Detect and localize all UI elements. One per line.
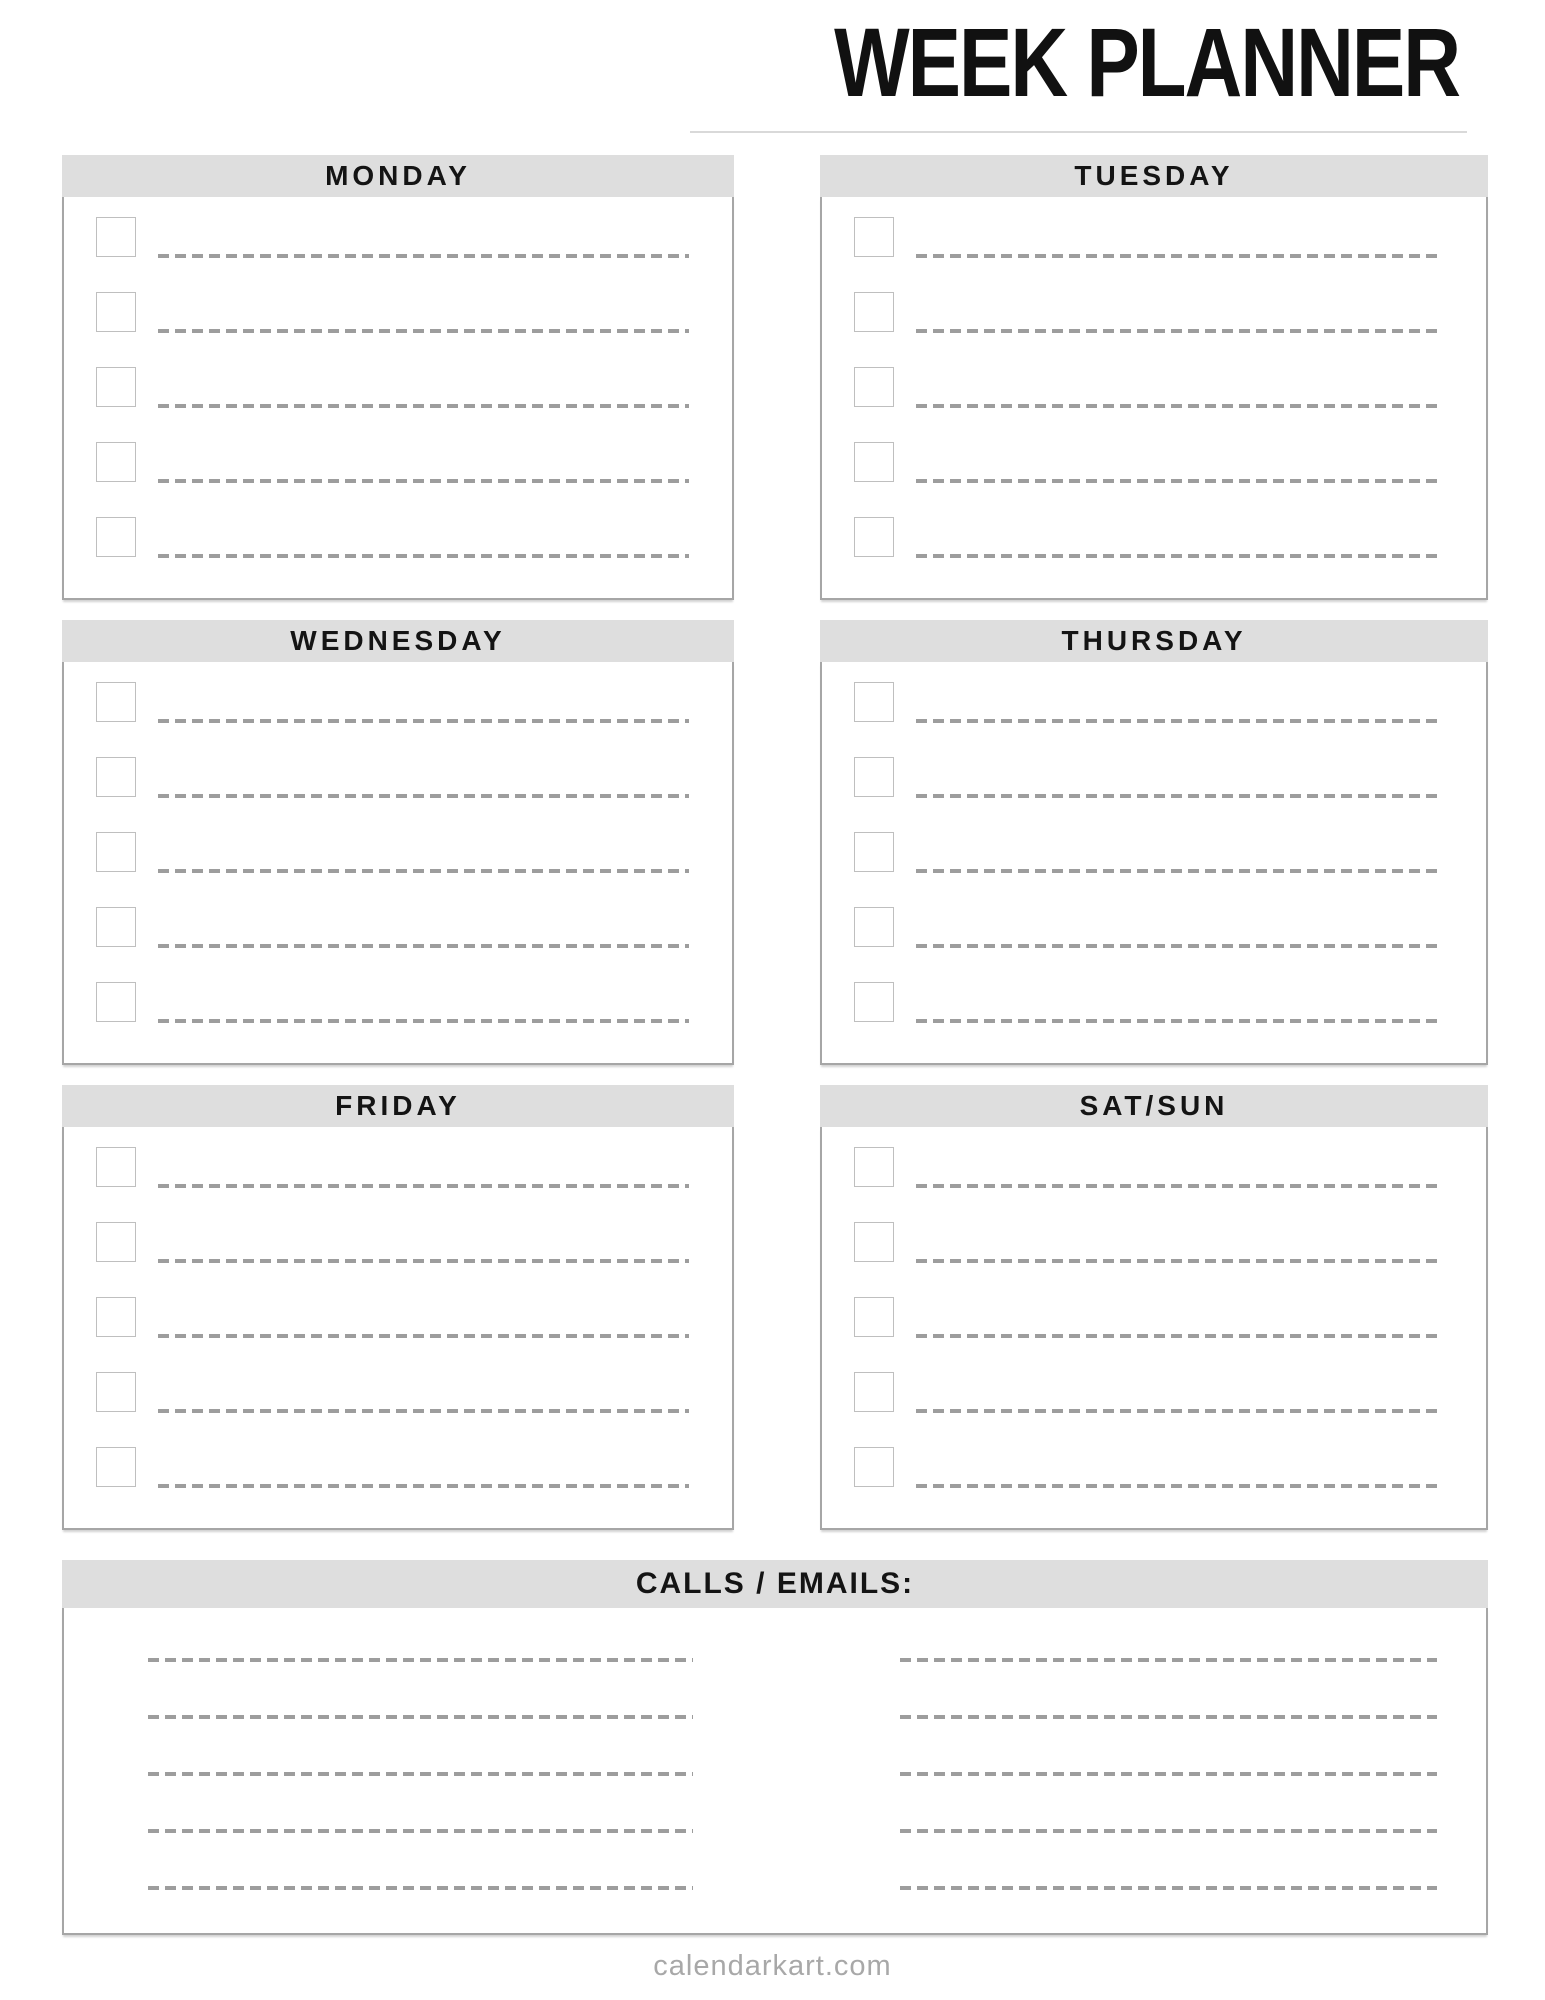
task-write-in-line[interactable]	[158, 719, 689, 723]
calls-write-in-line[interactable]	[148, 1772, 693, 1776]
day-task-list	[820, 1127, 1488, 1530]
task-row	[96, 1297, 689, 1372]
calls-write-in-line[interactable]	[900, 1658, 1437, 1662]
calls-emails-label: CALLS / EMAILS:	[635, 1567, 915, 1600]
calls-column	[900, 1658, 1437, 1943]
day-header	[820, 620, 1488, 662]
calls-write-in-line[interactable]	[148, 1829, 693, 1833]
task-row	[854, 907, 1443, 982]
task-checkbox[interactable]	[854, 682, 894, 722]
task-write-in-line[interactable]	[916, 554, 1443, 558]
task-write-in-line[interactable]	[916, 1259, 1443, 1263]
calls-write-in-line[interactable]	[148, 1715, 693, 1719]
task-checkbox[interactable]	[96, 1447, 136, 1487]
day-label: WEDNESDAY	[290, 625, 506, 656]
day-label: FRIDAY	[335, 1090, 461, 1121]
task-row	[854, 1372, 1443, 1447]
task-row	[854, 982, 1443, 1057]
task-write-in-line[interactable]	[916, 1409, 1443, 1413]
calls-write-in-line[interactable]	[900, 1715, 1437, 1719]
task-checkbox[interactable]	[854, 292, 894, 332]
task-checkbox[interactable]	[854, 982, 894, 1022]
task-checkbox[interactable]	[96, 292, 136, 332]
task-row	[96, 832, 689, 907]
task-checkbox[interactable]	[854, 1297, 894, 1337]
task-write-in-line[interactable]	[916, 1484, 1443, 1488]
task-row	[854, 682, 1443, 757]
task-checkbox[interactable]	[96, 217, 136, 257]
task-row	[854, 517, 1443, 592]
day-header	[820, 1085, 1488, 1127]
task-row	[96, 217, 689, 292]
task-row	[96, 1372, 689, 1447]
task-checkbox[interactable]	[854, 757, 894, 797]
task-write-in-line[interactable]	[916, 329, 1443, 333]
day-task-list	[62, 662, 734, 1065]
task-write-in-line[interactable]	[158, 1334, 689, 1338]
task-row	[96, 367, 689, 442]
task-write-in-line[interactable]	[158, 329, 689, 333]
task-row	[854, 757, 1443, 832]
task-row	[96, 757, 689, 832]
task-checkbox[interactable]	[854, 1372, 894, 1412]
task-checkbox[interactable]	[854, 1147, 894, 1187]
calls-write-in-line[interactable]	[148, 1886, 693, 1890]
day-header	[62, 620, 734, 662]
task-write-in-line[interactable]	[916, 944, 1443, 948]
day-task-list	[62, 197, 734, 600]
day-task-list	[820, 662, 1488, 1065]
day-label: MONDAY	[325, 160, 471, 191]
task-checkbox[interactable]	[854, 907, 894, 947]
task-write-in-line[interactable]	[158, 869, 689, 873]
task-write-in-line[interactable]	[158, 254, 689, 258]
task-checkbox[interactable]	[854, 517, 894, 557]
task-write-in-line[interactable]	[916, 254, 1443, 258]
calls-write-in-line[interactable]	[148, 1658, 693, 1662]
calls-write-in-line[interactable]	[900, 1829, 1437, 1833]
day-box-monday	[62, 155, 734, 600]
task-row	[854, 367, 1443, 442]
footer-website: calendarkart.com	[653, 1950, 892, 1982]
task-checkbox[interactable]	[96, 442, 136, 482]
day-box-friday	[62, 1085, 734, 1530]
task-checkbox[interactable]	[96, 982, 136, 1022]
task-checkbox[interactable]	[854, 217, 894, 257]
task-checkbox[interactable]	[96, 1372, 136, 1412]
task-row	[854, 292, 1443, 367]
task-row	[854, 1297, 1443, 1372]
task-write-in-line[interactable]	[158, 1184, 689, 1188]
task-write-in-line[interactable]	[916, 1184, 1443, 1188]
day-header	[62, 1085, 734, 1127]
day-label: SAT/SUN	[1079, 1090, 1229, 1121]
task-write-in-line[interactable]	[158, 1484, 689, 1488]
task-row	[96, 682, 689, 757]
task-checkbox[interactable]	[854, 1447, 894, 1487]
day-grid	[62, 155, 1488, 1530]
task-write-in-line[interactable]	[916, 1334, 1443, 1338]
task-write-in-line[interactable]	[158, 554, 689, 558]
day-task-list	[820, 197, 1488, 600]
task-row	[96, 517, 689, 592]
task-checkbox[interactable]	[854, 442, 894, 482]
task-write-in-line[interactable]	[158, 794, 689, 798]
task-row	[854, 442, 1443, 517]
task-row	[854, 832, 1443, 907]
task-checkbox[interactable]	[96, 367, 136, 407]
day-task-list	[62, 1127, 734, 1530]
task-row	[854, 1447, 1443, 1522]
task-write-in-line[interactable]	[916, 479, 1443, 483]
task-checkbox[interactable]	[96, 517, 136, 557]
task-checkbox[interactable]	[96, 832, 136, 872]
task-checkbox[interactable]	[96, 1222, 136, 1262]
calls-emails-header	[62, 1560, 1488, 1608]
calls-write-in-line[interactable]	[900, 1772, 1437, 1776]
task-row	[96, 292, 689, 367]
task-write-in-line[interactable]	[158, 1259, 689, 1263]
task-write-in-line[interactable]	[916, 869, 1443, 873]
day-label: TUESDAY	[1074, 160, 1234, 191]
task-row	[96, 982, 689, 1057]
day-box-thursday	[820, 620, 1488, 1065]
task-row	[96, 1147, 689, 1222]
task-checkbox[interactable]	[96, 1147, 136, 1187]
task-checkbox[interactable]	[854, 832, 894, 872]
day-box-sat-sun	[820, 1085, 1488, 1530]
task-checkbox[interactable]	[854, 367, 894, 407]
task-row	[96, 1222, 689, 1297]
task-row	[854, 1147, 1443, 1222]
calls-emails-section	[62, 1560, 1488, 1935]
task-row	[96, 907, 689, 982]
task-write-in-line[interactable]	[916, 794, 1443, 798]
task-checkbox[interactable]	[854, 1222, 894, 1262]
day-box-wednesday	[62, 620, 734, 1065]
task-row	[96, 1447, 689, 1522]
calls-write-in-line[interactable]	[900, 1886, 1437, 1890]
task-write-in-line[interactable]	[158, 944, 689, 948]
title-underline	[690, 131, 1467, 133]
task-checkbox[interactable]	[96, 682, 136, 722]
task-write-in-line[interactable]	[916, 719, 1443, 723]
day-header	[62, 155, 734, 197]
task-row	[854, 1222, 1443, 1297]
task-checkbox[interactable]	[96, 1297, 136, 1337]
task-write-in-line[interactable]	[158, 404, 689, 408]
task-write-in-line[interactable]	[158, 1019, 689, 1023]
task-write-in-line[interactable]	[916, 1019, 1443, 1023]
page-title: WEEK PLANNER	[834, 8, 1459, 117]
calls-column	[148, 1658, 693, 1943]
task-write-in-line[interactable]	[916, 404, 1443, 408]
task-row	[854, 217, 1443, 292]
day-box-tuesday	[820, 155, 1488, 600]
task-write-in-line[interactable]	[158, 1409, 689, 1413]
calls-emails-body	[62, 1608, 1488, 1935]
task-row	[96, 442, 689, 517]
task-write-in-line[interactable]	[158, 479, 689, 483]
day-header	[820, 155, 1488, 197]
day-label: THURSDAY	[1061, 625, 1247, 656]
task-checkbox[interactable]	[96, 757, 136, 797]
task-checkbox[interactable]	[96, 907, 136, 947]
